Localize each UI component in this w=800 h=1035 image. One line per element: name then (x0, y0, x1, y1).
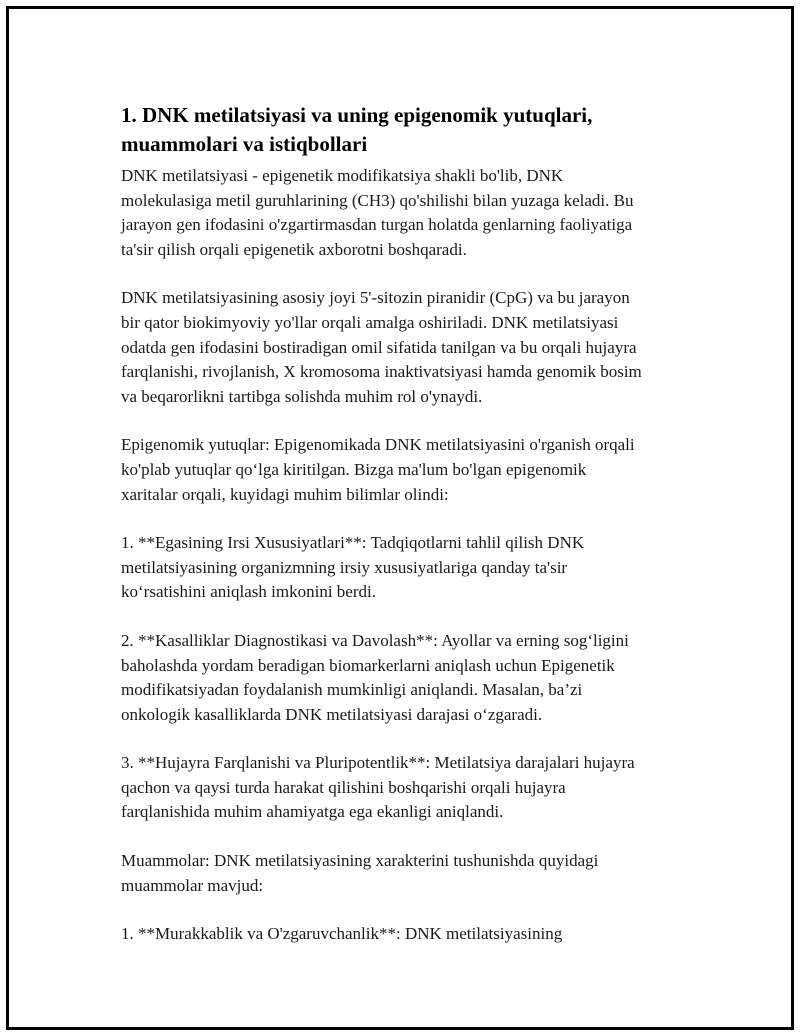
section-title-line: 1. DNK metilatsiyasi va uning epigenomik yutuqlari, (121, 103, 593, 127)
paragraph-definition (121, 164, 691, 262)
paragraph-line: baholashda yordam beradigan biomarkerlarni aniqlash uchun Epigenetik (121, 655, 615, 675)
paragraph-line: farqlanishi, rivojlanish, X kromosoma inaktivatsiyasi hamda genomik bosim (121, 362, 642, 382)
paragraph-line: modifikatsiyadan foydalanish mumkinligi aniqlandi. Masalan, ba’zi (121, 680, 583, 700)
paragraph-line: ko‘rsatishini aniqlash imkonini berdi. (121, 582, 376, 602)
paragraph-line: 1. **Murakkablik va O'zgaruvchanlik**: DNK metilatsiyasining (121, 924, 563, 944)
page-frame (6, 6, 794, 1030)
paragraph-line: DNK metilatsiyasining asosiy joyi 5'-sitozin piranidir (CpG) va bu jarayon (121, 288, 630, 308)
paragraph-line: 3. **Hujayra Farqlanishi va Pluripotentlik**: Metilatsiya darajalari hujayra (121, 753, 635, 773)
paragraph-problems (121, 849, 691, 898)
paragraph-line: Muammolar: DNK metilatsiyasining xarakterini tushunishda quyidagi (121, 851, 599, 871)
paragraph-line: ko'plab yutuqlar qo‘lga kiritilgan. Bizga ma'lum bo'lgan epigenomik (121, 459, 587, 479)
section-title (121, 101, 691, 159)
document-body (121, 101, 691, 971)
paragraph-line: onkologik kasalliklarda DNK metilatsiyasi darajasi o‘zgaradi. (121, 704, 543, 724)
paragraph-line: DNK metilatsiyasi - epigenetik modifikatsiya shakli bo'lib, DNK (121, 166, 564, 185)
list-item-complexity (121, 922, 691, 947)
list-item-diagnostics (121, 629, 691, 727)
section-title-line: muammolari va istiqbollari (121, 132, 368, 156)
paragraph-achievements (121, 433, 691, 507)
paragraph-cpg (121, 286, 691, 409)
paragraph-line: metilatsiyasining organizmning irsiy xususiyatlariga qanday ta'sir (121, 557, 568, 577)
paragraph-line: odatda gen ifodasini bostiradigan omil sifatida tanilgan va bu orqali hujayra (121, 337, 637, 357)
paragraph-line: ta'sir qilish orqali epigenetik axborotni boshqaradi. (121, 239, 467, 259)
paragraph-line: farqlanishida muhim ahamiyatga ega ekanligi aniqlandi. (121, 802, 504, 822)
paragraph-line: 1. **Egasining Irsi Xususiyatlari**: Tadqiqotlarni tahlil qilish DNK (121, 533, 585, 553)
paragraph-line: bir qator biokimyoviy yo'llar orqali amalga oshiriladi. DNK metilatsiyasi (121, 312, 619, 332)
list-item-differentiation (121, 751, 691, 825)
paragraph-line: 2. **Kasalliklar Diagnostikasi va Davolash**: Ayollar va erning sog‘ligini (121, 630, 629, 650)
paragraph-line: va beqarorlikni tartibga solishda muhim rol o'ynaydi. (121, 386, 483, 406)
list-item-heredity (121, 531, 691, 605)
paragraph-line: molekulasiga metil guruhlarining (CH3) qo'shilishi bilan yuzaga keladi. Bu (121, 190, 634, 210)
paragraph-line: Epigenomik yutuqlar: Epigenomikada DNK metilatsiyasini o'rganish orqali (121, 435, 635, 455)
paragraph-line: qachon va qaysi turda harakat qilishini boshqarishi orqali hujayra (121, 777, 566, 797)
paragraph-line: xaritalar orqali, kuyidagi muhim bilimlar olindi: (121, 484, 449, 504)
paragraph-line: muammolar mavjud: (121, 875, 264, 895)
paragraph-line: jarayon gen ifodasini o'zgartirmasdan turgan holatda genlarning faoliyatiga (121, 215, 633, 235)
